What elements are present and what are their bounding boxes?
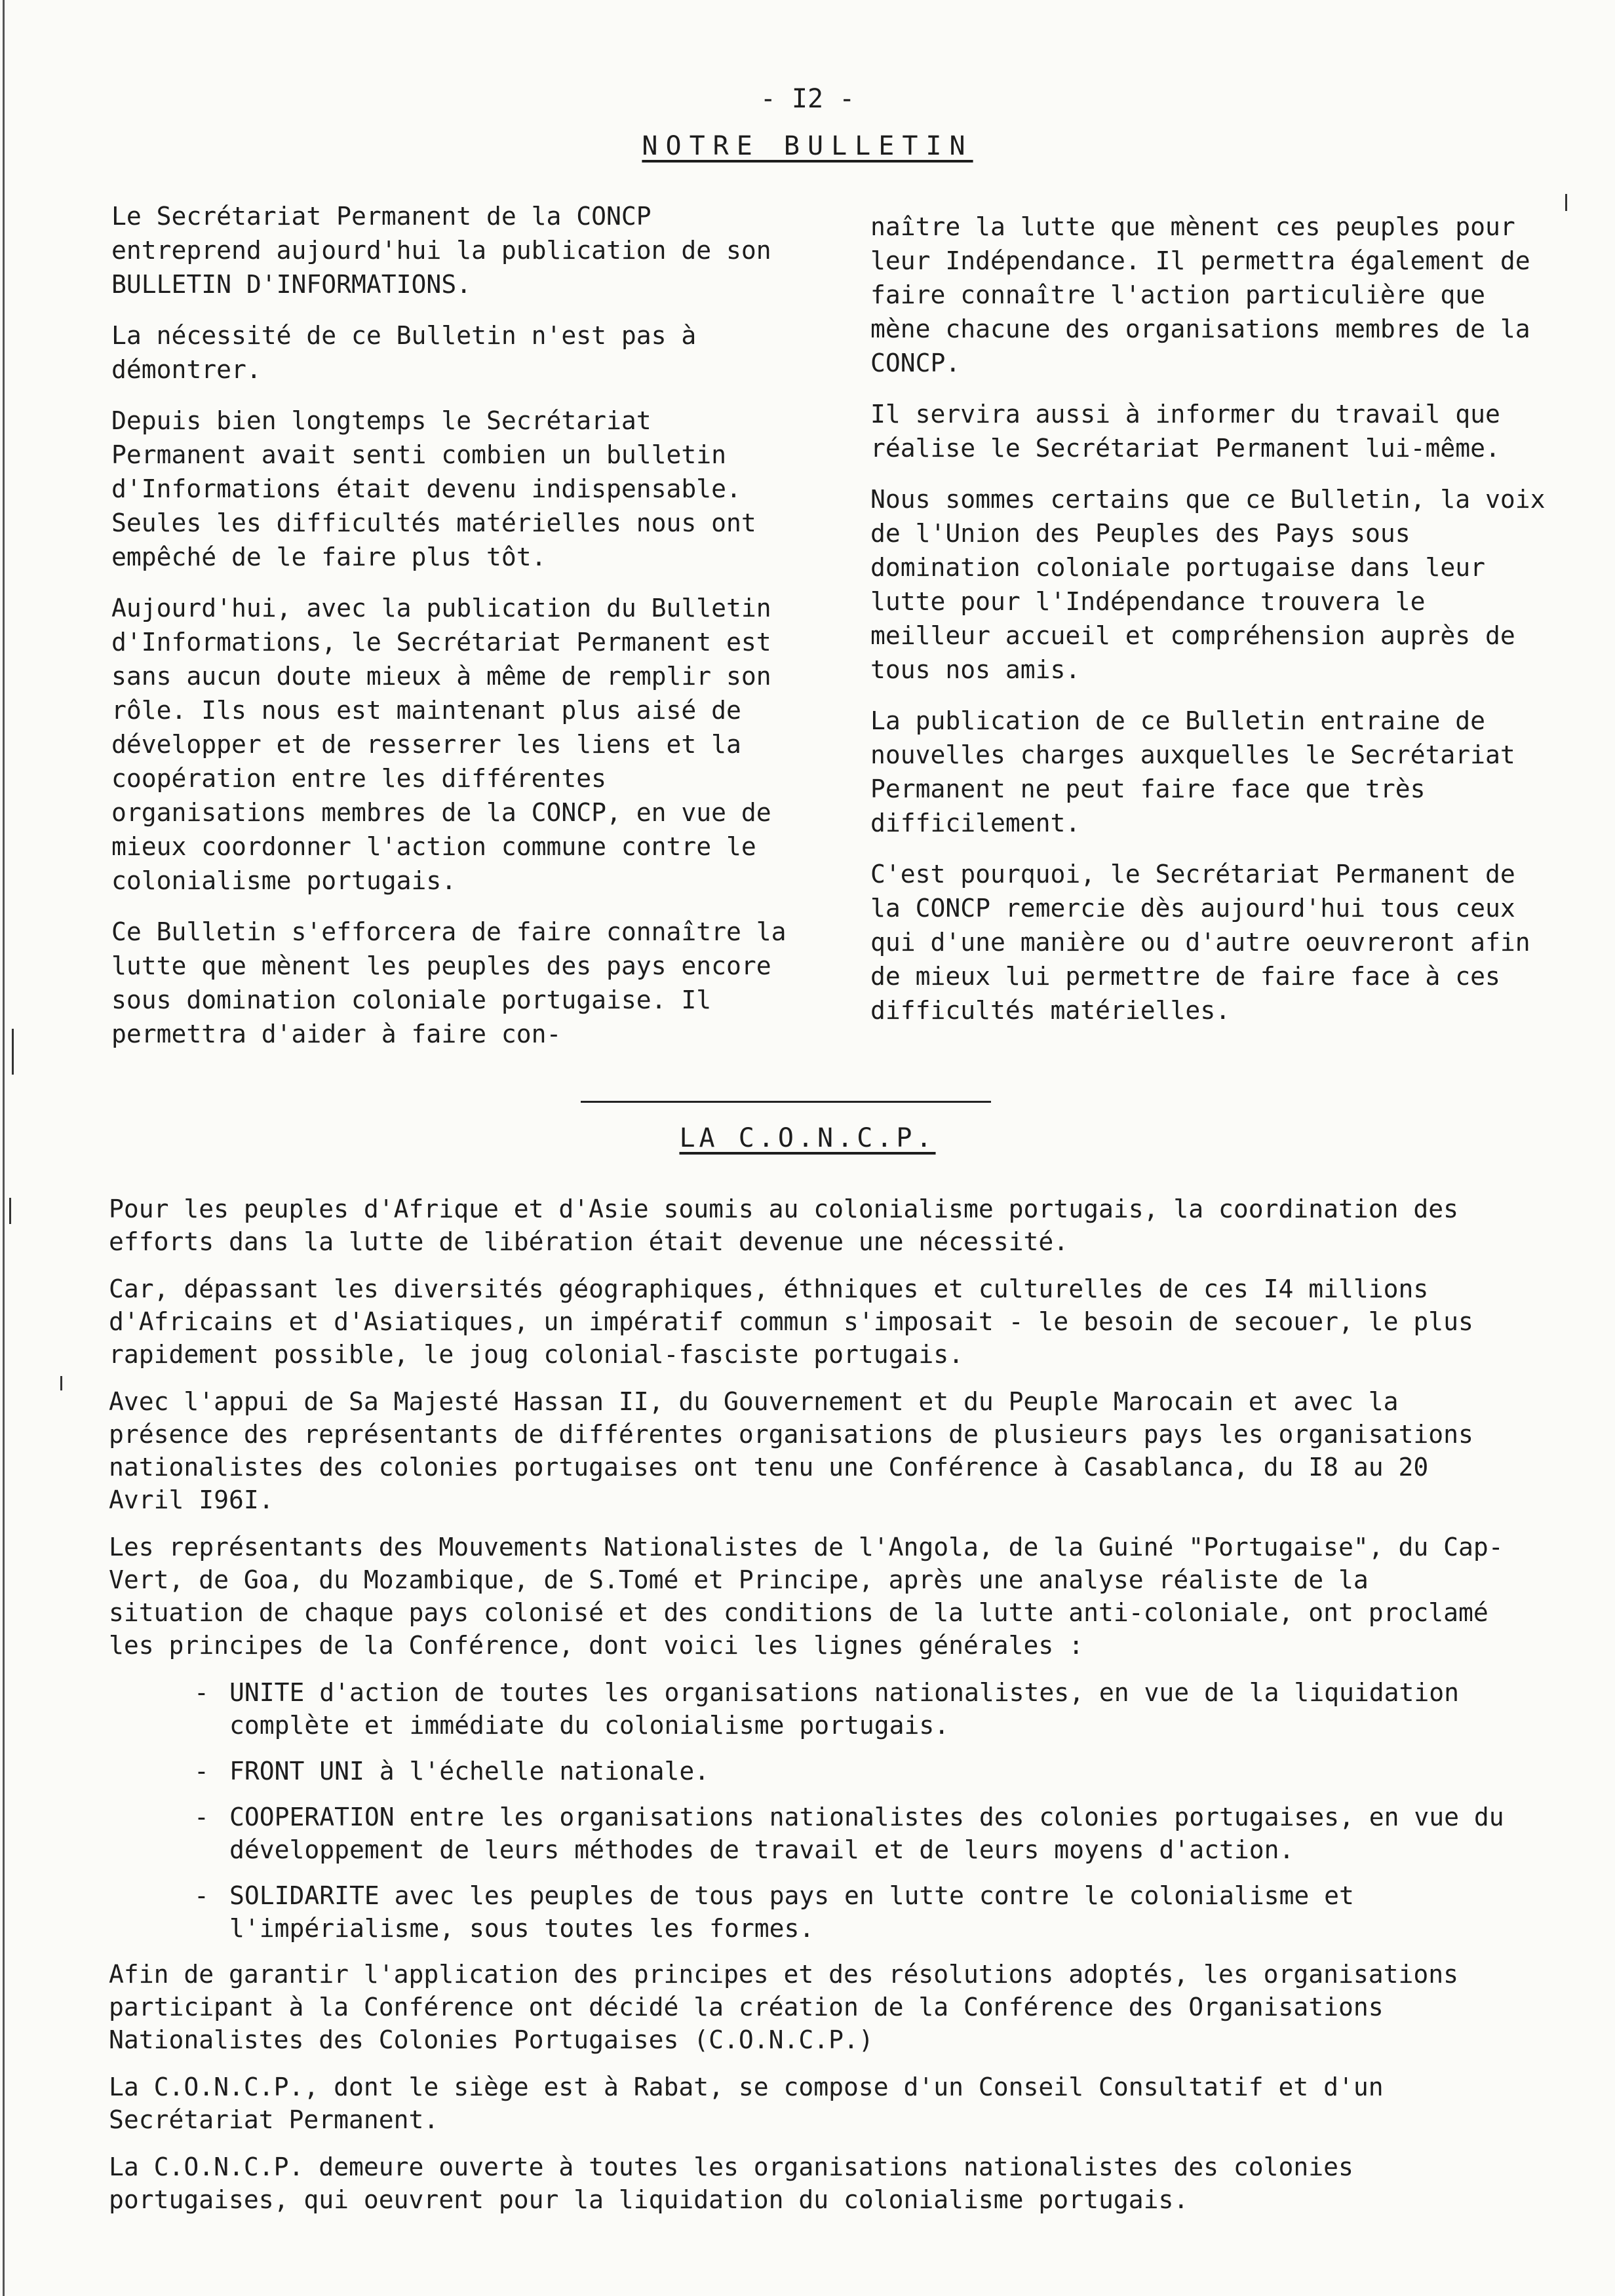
- scan-edge-mark: [3, 0, 5, 2296]
- scan-edge-mark: [1565, 194, 1567, 211]
- list-item-text: UNITE d'action de toutes les organisations nationalistes, en vue de la liquidation complète et immédiate du colonialisme portugais.: [229, 1678, 1459, 1740]
- list-item: [194, 1676, 1511, 1742]
- dash-bullet: -: [194, 1881, 209, 1910]
- scan-edge-mark: [9, 1198, 11, 1224]
- paragraph: La C.O.N.C.P., dont le siège est à Rabat, se compose d'un Conseil Consultatif et d'un Secrétariat Permanent.: [109, 2073, 1384, 2134]
- left-column: [111, 199, 793, 1068]
- list-item: [194, 1801, 1511, 1866]
- principles-list: [109, 1676, 1511, 1945]
- paragraph: La publication de ce Bulletin entraine de nouvelles charges auxquelles le Secrétariat Permanent ne peut faire face que très difficilement.: [870, 706, 1515, 837]
- paragraph: Afin de garantir l'application des principes et des résolutions adoptés, les organisations participant à la Conférence ont décidé la création de la Conférence des Organisations Nationalistes des Colonies Portugaises (C.O.N.C.P.): [109, 1960, 1459, 2054]
- paragraph: Car, dépassant les diversités géographiques, éthniques et culturelles de ces I4 millions d'Africains et d'Asiatiques, un impératif commun s'imposait - le besoin de secouer, le plus rapidement possible, le joug colonial-fasciste portugais.: [109, 1274, 1473, 1369]
- right-column: [870, 210, 1546, 1044]
- list-item-text: COOPERATION entre les organisations nationalistes des colonies portugaises, en vue du développement de leurs méthodes de travail et de leurs moyens d'action.: [229, 1803, 1504, 1864]
- paragraph: Il servira aussi à informer du travail que réalise le Secrétariat Permanent lui-même.: [870, 400, 1500, 463]
- paragraph: Les représentants des Mouvements Nationalistes de l'Angola, de la Guiné "Portugaise", du Cap-Vert, de Goa, du Mozambique, de S.Tomé et Principe, après une analyse réaliste de la situation de chaque pays colonisé et des conditions de la lutte anti-coloniale, ont proclamé les principes de la Conférence, dont voici les lignes générales :: [109, 1533, 1504, 1660]
- paragraph: Pour les peuples d'Afrique et d'Asie soumis au colonialisme portugais, la coordination des efforts dans la lutte de libération était devenue une nécessité.: [109, 1195, 1459, 1256]
- paragraph: Aujourd'hui, avec la publication du Bulletin d'Informations, le Secrétariat Permanent est sans aucun doute mieux à même de remplir son rôle. Ils nous est maintenant plus aisé de développer et de resserrer les liens et la coopération entre les différentes organisations membres de la CONCP, en vue de mieux coordonner l'action commune contre le colonialisme portugais.: [111, 594, 771, 895]
- dash-bullet: -: [194, 1678, 209, 1707]
- paragraph: Le Secrétariat Permanent de la CONCP entreprend aujourd'hui la publication de son BULLETIN D'INFORMATIONS.: [111, 202, 771, 299]
- paragraph: C'est pourquoi, le Secrétariat Permanent de la CONCP remercie dès aujourd'hui tous ceux qui d'une manière ou d'autre oeuvreront afin de mieux lui permettre de faire face à ces difficultés matérielles.: [870, 860, 1530, 1025]
- paragraph: Ce Bulletin s'efforcera de faire connaître la lutte que mènent les peuples des pays encore sous domination coloniale portugaise. Il permettra d'aider à faire con-: [111, 917, 787, 1048]
- paragraph: La nécessité de ce Bulletin n'est pas à démontrer.: [111, 321, 697, 384]
- scan-edge-mark: [60, 1376, 62, 1390]
- dash-bullet: -: [194, 1803, 209, 1831]
- section-title: LA C.O.N.C.P.: [679, 1123, 936, 1153]
- list-item: [194, 1879, 1511, 1945]
- paragraph: Nous sommes certains que ce Bulletin, la voix de l'Union des Peuples des Pays sous domination coloniale portugaise dans leur lutte pour l'Indépendance trouvera le meilleur accueil et compréhension auprès de tous nos amis.: [870, 485, 1546, 684]
- dash-bullet: -: [194, 1757, 209, 1786]
- paragraph: La C.O.N.C.P. demeure ouverte à toutes les organisations nationalistes des colonies portugaises, qui oeuvrent pour la liquidation du colonialisme portugais.: [109, 2152, 1353, 2214]
- scan-edge-mark: [12, 1029, 14, 1075]
- divider: [581, 1101, 991, 1103]
- page-number: - I2 -: [760, 84, 855, 114]
- paragraph: Avec l'appui de Sa Majesté Hassan II, du Gouvernement et du Peuple Marocain et avec la présence des représentants de différentes organisations de plusieurs pays les organisations nationalistes des colonies portugaises ont tenu une Conférence à Casablanca, du I8 au 20 Avril I96I.: [109, 1387, 1473, 1514]
- list-item-text: FRONT UNI à l'échelle nationale.: [229, 1757, 710, 1786]
- list-item-text: SOLIDARITE avec les peuples de tous pays en lutte contre le colonialisme et l'impérialisme, sous toutes les formes.: [229, 1881, 1354, 1943]
- section-body: [109, 1193, 1511, 2230]
- paragraph: naître la lutte que mènent ces peuples pour leur Indépendance. Il permettra également de faire connaître l'action particulière que mène chacune des organisations membres de la CONCP.: [870, 212, 1530, 377]
- paragraph: Depuis bien longtemps le Secrétariat Permanent avait senti combien un bulletin d'Informations était devenu indispensable. Seules les difficultés matérielles nous ont empêché de le faire plus tôt.: [111, 406, 756, 571]
- list-item: [194, 1755, 1511, 1788]
- bulletin-title: NOTRE BULLETIN: [642, 131, 973, 161]
